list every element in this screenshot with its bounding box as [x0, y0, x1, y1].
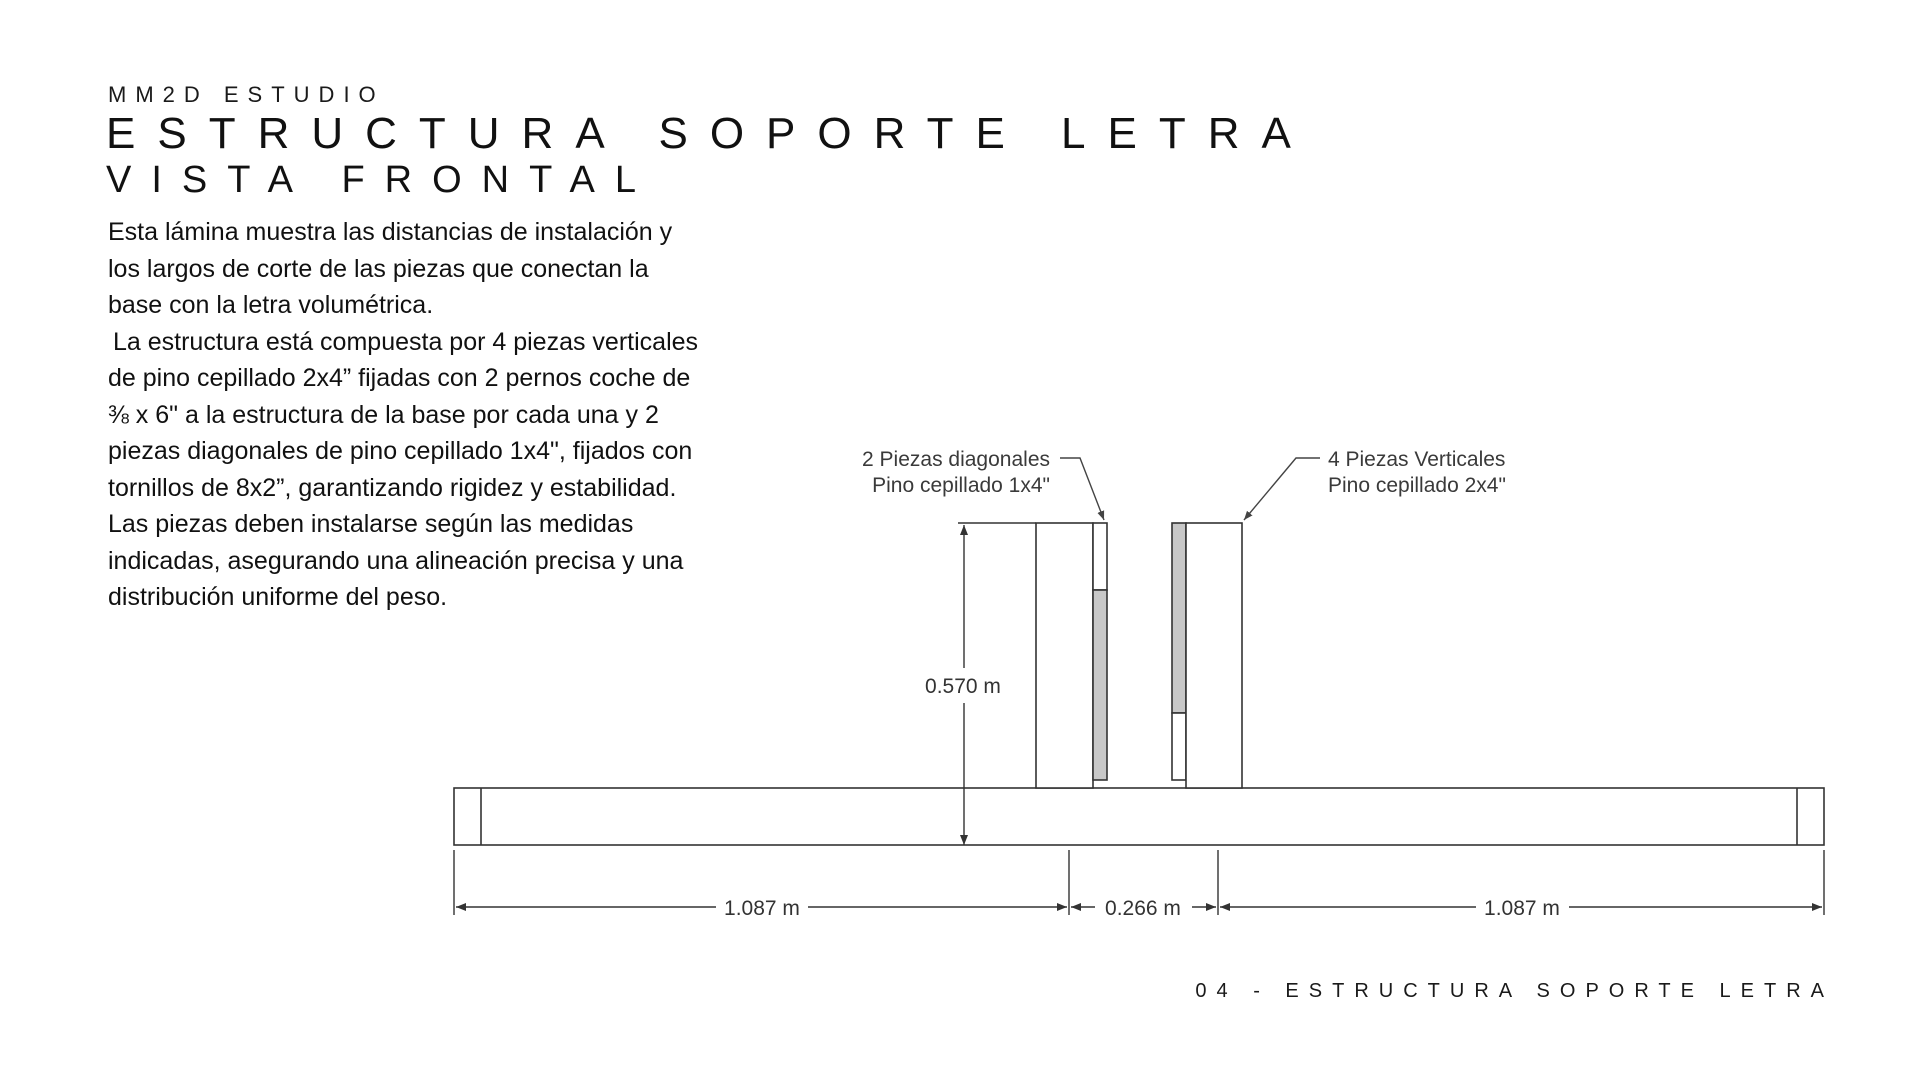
left-vertical-piece	[1036, 523, 1107, 788]
description-paragraph-1: Esta lámina muestra las distancias de instalación y los largos de corte de las piezas que conectan la base con la letra volumétrica.	[108, 218, 673, 319]
description-paragraph-2: La estructura está compuesta por 4 piezas verticales de pino cepillado 2x4” fijadas con 2 pernos coche de ⅜ x 6" a la estructura de la base por cada una y 2 piezas diagonales de pino cepillado 1x4", fijados con tornillos de 8x2”, garantizando rigidez y estabilidad.	[108, 327, 699, 502]
right-vertical-board	[1186, 523, 1242, 788]
description-paragraph-3: Las piezas deben instalarse según las medidas indicadas, asegurando una alineación precisa y una distribución uniforme del peso.	[108, 510, 684, 611]
left-diagonal-board	[1093, 590, 1107, 780]
right-diagonal-bottom	[1172, 713, 1186, 780]
base-beam	[454, 788, 1824, 845]
page-subtitle: VISTA FRONTAL	[106, 159, 656, 201]
left-vertical-board	[1036, 523, 1093, 788]
diagonal-label-line2: Pino cepillado 1x4"	[872, 474, 1050, 497]
vertical-label-line1: 4 Piezas Verticales	[1328, 448, 1506, 471]
diagonal-label-line1: 2 Piezas diagonales	[862, 448, 1050, 471]
left-width-label: 1.087 m	[724, 897, 800, 920]
right-vertical-piece	[1172, 523, 1242, 788]
right-diagonal-board	[1172, 523, 1186, 713]
height-dimension-label: 0.570 m	[925, 675, 1001, 698]
left-diagonal-top	[1093, 523, 1107, 590]
page-footer: 04 - ESTRUCTURA SOPORTE LETRA	[1195, 980, 1834, 1002]
right-width-label: 1.087 m	[1484, 897, 1560, 920]
vertical-label-line2: Pino cepillado 2x4"	[1328, 474, 1506, 497]
center-width-label: 0.266 m	[1105, 897, 1181, 920]
diagonal-leader-line	[1060, 458, 1104, 520]
vertical-leader-line	[1244, 458, 1320, 520]
page-title: ESTRUCTURA SOPORTE LETRA	[106, 109, 1313, 158]
studio-name: MM2D ESTUDIO	[108, 82, 385, 107]
base-beam-outline	[454, 788, 1824, 845]
